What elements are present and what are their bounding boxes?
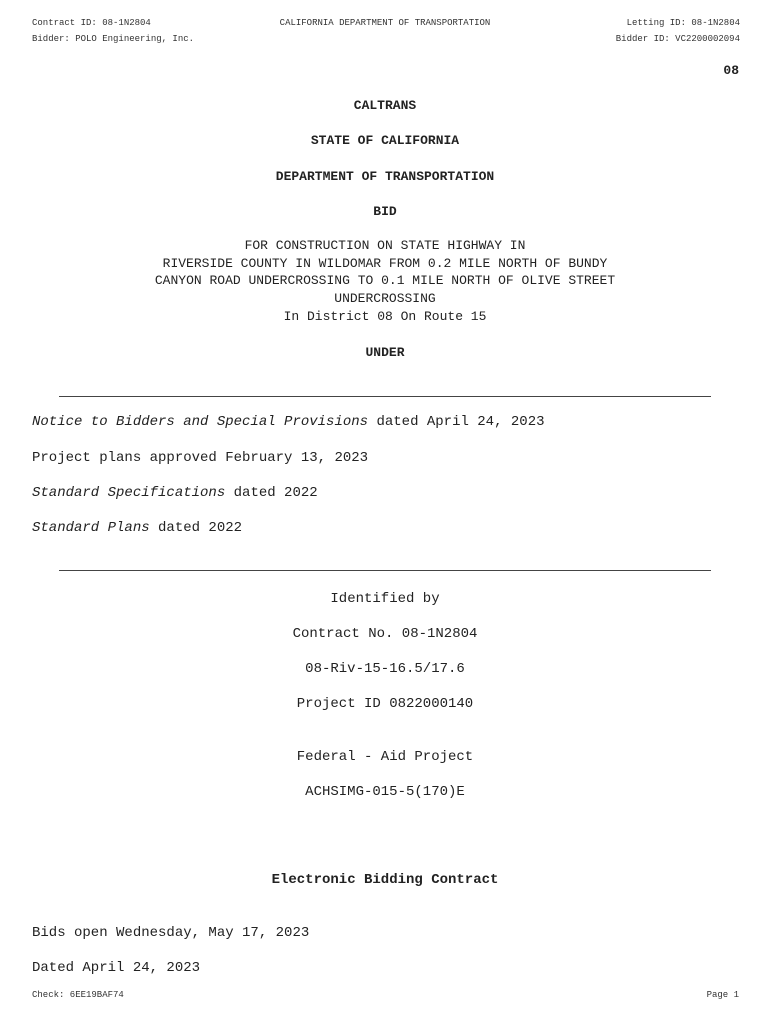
description-line: RIVERSIDE COUNTY IN WILDOMAR FROM 0.2 MILE NORTH OF BUNDY: [162, 255, 608, 271]
project-description: [0, 237, 770, 326]
divider: [59, 570, 711, 571]
agency-header: CALIFORNIA DEPARTMENT OF TRANSPORTATION: [279, 18, 491, 28]
bidder-id-label: Bidder ID: VC2200002094: [615, 34, 740, 44]
contract-id-label: Contract ID: 08-1N2804: [32, 18, 151, 28]
district-number: 08: [723, 63, 739, 78]
description-line: FOR CONSTRUCTION ON STATE HIGHWAY IN: [244, 238, 526, 253]
under-label: UNDER: [365, 345, 405, 360]
notice-date: dated April 24, 2023: [368, 414, 545, 430]
plans-reference: Project plans approved February 13, 2023: [32, 450, 369, 466]
bidder-label: Bidder: POLO Engineering, Inc.: [32, 34, 195, 44]
project-id: Project ID 0822000140: [296, 696, 474, 712]
state-title: STATE OF CALIFORNIA: [310, 133, 460, 148]
identified-by-label: Identified by: [330, 591, 440, 607]
specifications-title: Standard Specifications: [32, 485, 226, 501]
check-code: Check: 6EE19BAF74: [32, 990, 124, 1000]
contract-type-title: Electronic Bidding Contract: [271, 872, 499, 888]
dated-line: Dated April 24, 2023: [32, 960, 201, 976]
divider: [59, 396, 711, 397]
department-title: DEPARTMENT OF TRANSPORTATION: [275, 169, 495, 184]
specifications-date: dated 2022: [225, 485, 318, 501]
notice-reference: [32, 414, 545, 430]
federal-project-number: ACHSIMG-015-5(170)E: [305, 784, 465, 800]
bids-open-date: Bids open Wednesday, May 17, 2023: [32, 925, 310, 941]
specifications-reference: [32, 485, 318, 501]
standard-plans-date: dated 2022: [149, 520, 243, 536]
description-line: CANYON ROAD UNDERCROSSING TO 0.1 MILE NORTH OF OLIVE STREET: [154, 273, 616, 289]
standard-plans-title: Standard Plans: [32, 520, 150, 536]
standard-plans-reference: [32, 520, 242, 536]
caltrans-title: CALTRANS: [353, 98, 417, 113]
page-number: Page 1: [706, 990, 739, 1000]
location-code: 08-Riv-15-16.5/17.6: [305, 661, 465, 677]
letting-id-label: Letting ID: 08-1N2804: [626, 18, 740, 28]
description-line: In District 08 On Route 15: [283, 308, 487, 324]
federal-aid-label: Federal - Aid Project: [296, 749, 474, 765]
description-line: UNDERCROSSING: [334, 291, 436, 307]
notice-title: Notice to Bidders and Special Provisions: [32, 414, 369, 430]
contract-number: Contract No. 08-1N2804: [292, 626, 478, 642]
bid-title: BID: [373, 204, 397, 219]
